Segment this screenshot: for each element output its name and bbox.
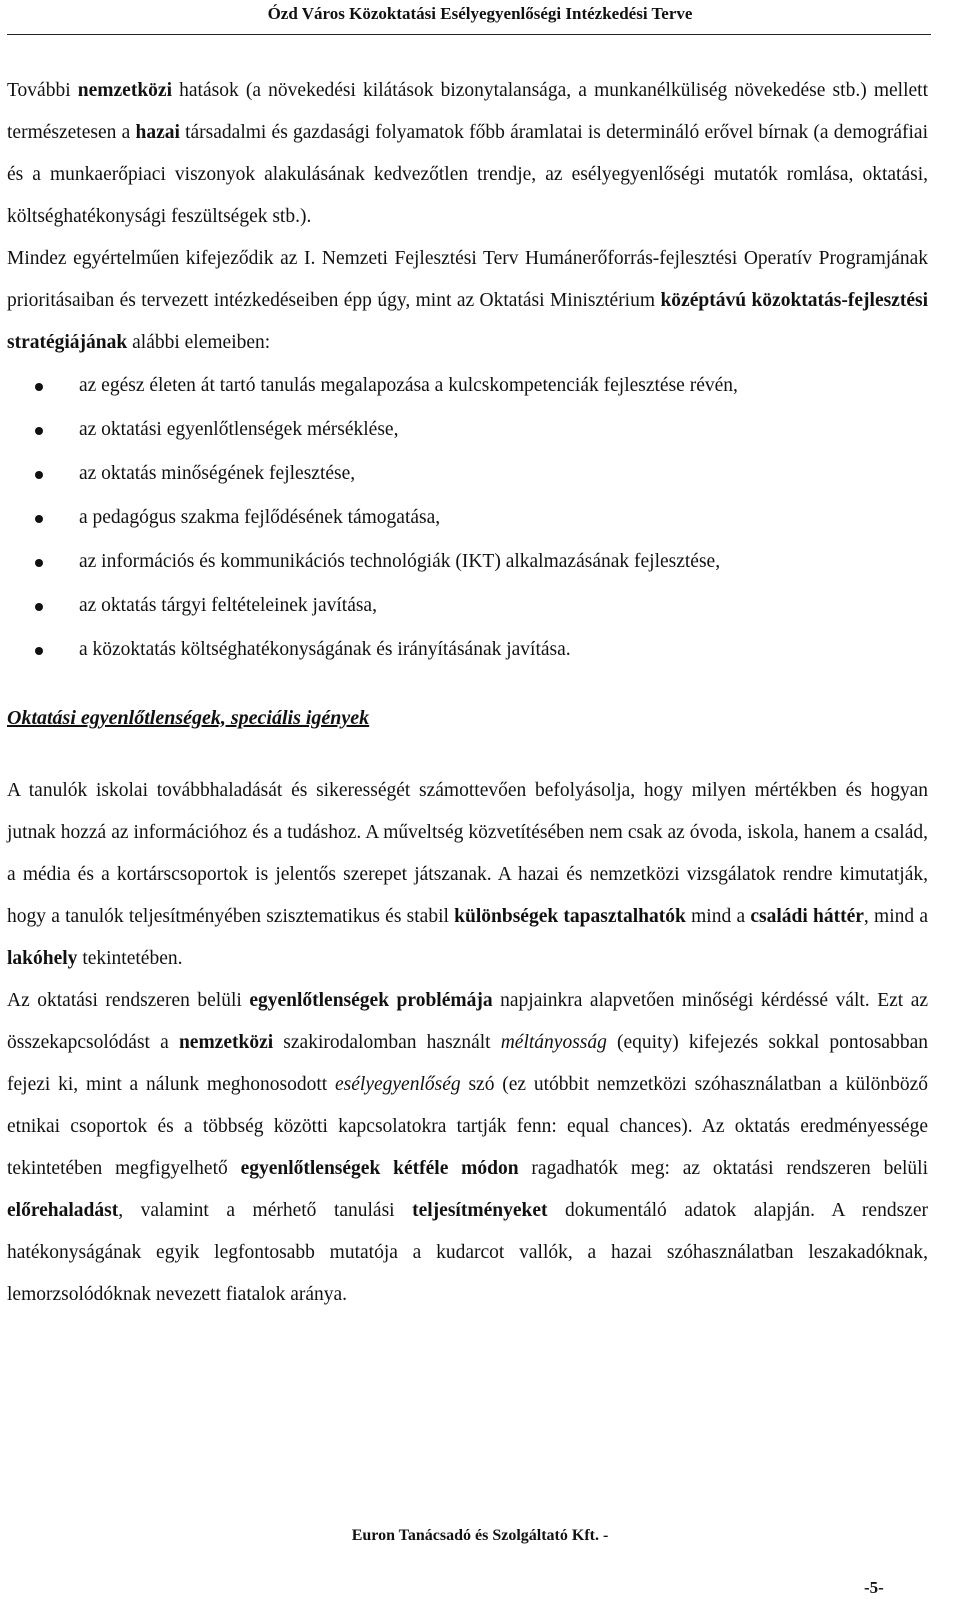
bullet-icon bbox=[35, 559, 43, 567]
bold-text: családi háttér bbox=[750, 906, 864, 927]
paragraph-intro bbox=[7, 70, 928, 238]
list-item-text: a közoktatás költséghatékonyságának és irányításának javítása. bbox=[79, 639, 571, 660]
list-item bbox=[7, 540, 928, 584]
paragraph-strategy bbox=[7, 238, 928, 364]
text-run: , valamint a mérhető tanulási bbox=[118, 1200, 413, 1221]
list-item-text: az oktatás minőségének fejlesztése, bbox=[79, 463, 356, 484]
italic-text: esélyegyenlőség bbox=[335, 1074, 461, 1095]
text-run: tekintetében. bbox=[77, 948, 183, 969]
text-run: További bbox=[7, 80, 78, 101]
bold-text: különbségek tapasztalhatók bbox=[454, 906, 686, 927]
bold-text: nemzetközi bbox=[178, 1032, 274, 1053]
bold-text: hazai bbox=[135, 122, 180, 143]
text-run: mind a bbox=[685, 906, 751, 927]
list-item bbox=[7, 628, 928, 672]
text-run: , mind a bbox=[863, 906, 928, 927]
list-item bbox=[7, 584, 928, 628]
paragraph-inequality bbox=[7, 980, 928, 1316]
header-divider bbox=[7, 34, 931, 35]
bold-text: egyenlőtlenségek problémája bbox=[249, 990, 493, 1011]
strategy-bullet-list bbox=[7, 364, 928, 672]
section-heading: Oktatási egyenlőtlenségek, speciális igények bbox=[7, 707, 370, 729]
text-run: társadalmi és gazdasági folyamatok főbb áramlatai is determináló erővel bírnak (a demográfiai és a munkaerőpiaci viszonyok alakulásának kedvezőtlen trendje, az esélyegyenlőségi mutatók romlása, oktatási, költséghatékonysági feszültségek stb.). bbox=[7, 122, 929, 227]
text-run: napjainkra alapvetően minőségi kérdéssé vált. Ezt az összekapcsolódást a bbox=[7, 990, 929, 1053]
text-run: hatások (a növekedési kilátások bizonytalansága, a munkanélküliség növekedése stb.) mellett természetesen a bbox=[7, 80, 928, 143]
list-item-text: a pedagógus szakma fejlődésének támogatása, bbox=[79, 507, 441, 528]
list-item-text: az oktatás tárgyi feltételeinek javítása, bbox=[79, 595, 377, 616]
text-run: Mindez egyértelműen kifejeződik az I. Nemzeti Fejlesztési Terv Humánerőforrás-fejlesztési Operatív Programjának prioritásaiban és tervezett intézkedéseiben épp úgy, mint az Oktatási Minisztérium bbox=[7, 248, 928, 311]
bold-text: teljesítményeket bbox=[412, 1200, 548, 1221]
list-item bbox=[7, 408, 928, 452]
bullet-icon bbox=[35, 383, 43, 391]
document-body bbox=[7, 70, 928, 1316]
italic-text: méltányosság bbox=[500, 1032, 607, 1053]
page-number: -5- bbox=[864, 1578, 884, 1597]
document-header-title: Ózd Város Közoktatási Esélyegyenlőségi Intézkedési Terve bbox=[267, 4, 693, 23]
list-item bbox=[7, 452, 928, 496]
text-run: ragadhatók meg: az oktatási rendszeren belüli bbox=[518, 1158, 928, 1179]
text-run: A tanulók iskolai továbbhaladását és sikerességét számottevően befolyásolja, hogy milyen mértékben és hogyan jutnak hozzá az információhoz és a tudáshoz. A műveltség közvetítésében nem csak az óvoda, iskola, hanem a család, a média és a kortárscsoportok is jelentős szerepet játszanak. A hazai és nemzetközi vizsgálatok rendre kimutatják, hogy a tanulók teljesítményében szisztematikus és stabil bbox=[7, 780, 928, 927]
list-item-text: az egész életen át tartó tanulás megalapozása a kulcskompetenciák fejlesztése révén, bbox=[79, 375, 738, 396]
bullet-icon bbox=[35, 515, 43, 523]
bullet-icon bbox=[35, 471, 43, 479]
footer-company: Euron Tanácsadó és Szolgáltató Kft. - bbox=[351, 1527, 609, 1544]
bold-text: nemzetközi bbox=[77, 80, 172, 101]
bold-text: egyenlőtlenségek kétféle módon bbox=[240, 1158, 519, 1179]
bullet-icon bbox=[35, 427, 43, 435]
bullet-icon bbox=[35, 647, 43, 655]
text-run: szakirodalomban használt bbox=[273, 1032, 501, 1053]
list-item bbox=[7, 364, 928, 408]
text-run: (equity) kifejezés sokkal pontosabban fejezi ki, mint a nálunk meghonosodott bbox=[7, 1032, 928, 1095]
list-item bbox=[7, 496, 928, 540]
bold-text: lakóhely bbox=[7, 948, 78, 969]
text-run: alábbi elemeiben: bbox=[127, 332, 271, 353]
bullet-icon bbox=[35, 603, 43, 611]
text-run: Az oktatási rendszeren belüli bbox=[7, 990, 250, 1011]
bold-text: előrehaladást bbox=[7, 1200, 119, 1221]
list-item-text: az információs és kommunikációs technológiák (IKT) alkalmazásának fejlesztése, bbox=[79, 551, 721, 572]
text-run: dokumentáló adatok alapján. A rendszer hatékonyságának egyik legfontosabb mutatója a kudarcot vallók, a hazai szóhasználatban leszakadóknak, lemorzsolódóknak nevezett fiatalok aránya. bbox=[7, 1200, 928, 1305]
bold-text: középtávú közoktatás-fejlesztési stratégiájának bbox=[7, 290, 928, 353]
text-run: szó (ez utóbbit nemzetközi szóhasználatban a különböző etnikai csoportok és a többség közötti kapcsolatokra tartják fenn: equal chances). Az oktatás eredményessége tekintetében megfigyelhető bbox=[7, 1074, 928, 1179]
list-item-text: az oktatási egyenlőtlenségek mérséklése, bbox=[79, 419, 399, 440]
paragraph-students bbox=[7, 770, 928, 980]
